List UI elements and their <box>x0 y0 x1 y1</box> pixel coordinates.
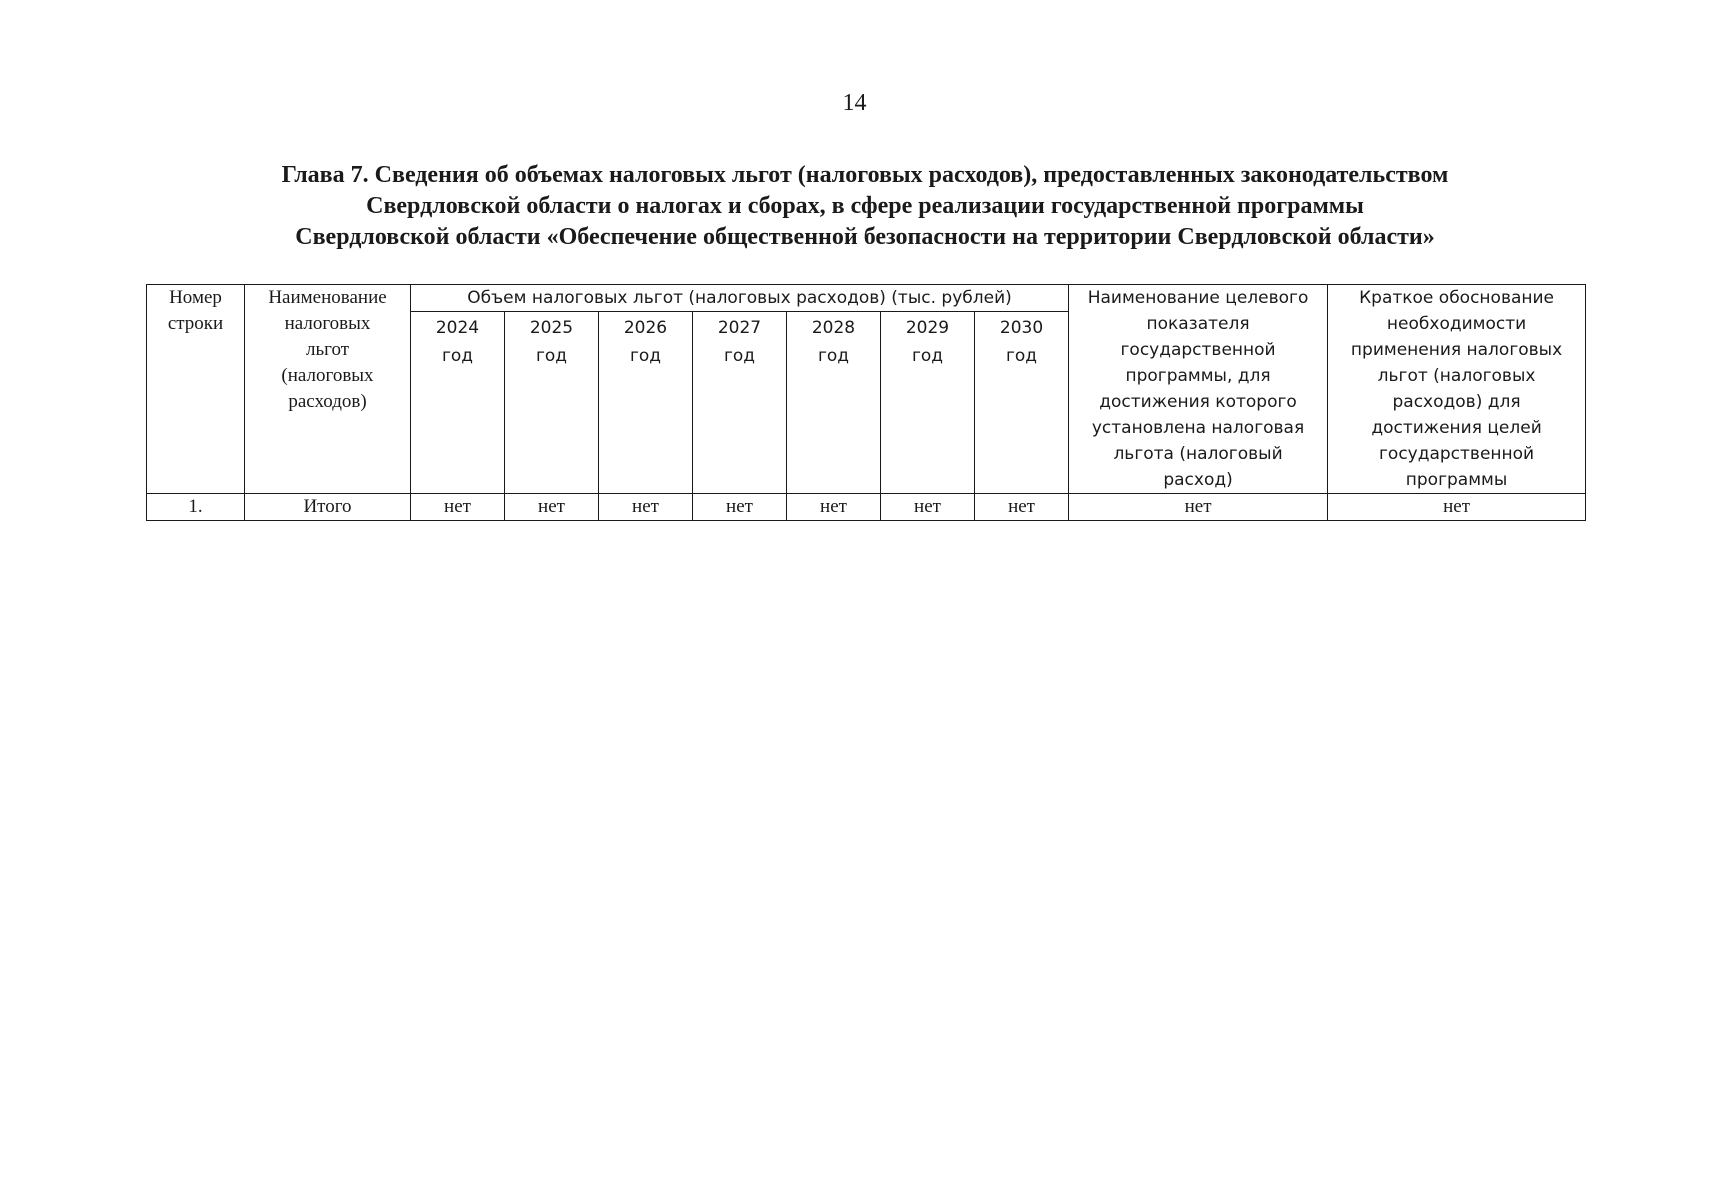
header-line: Краткое обоснование <box>1359 288 1554 308</box>
year-value: 2027 <box>717 318 762 338</box>
year-unit: год <box>441 346 474 366</box>
cell-row-number: 1. <box>147 494 245 521</box>
header-line: Номер <box>169 287 222 308</box>
year-unit: год <box>723 346 756 366</box>
cell-justification: нет <box>1328 494 1586 521</box>
header-year-2026 <box>599 312 693 494</box>
cell-value-2024: нет <box>411 494 505 521</box>
header-line: показателя <box>1146 314 1250 334</box>
cell-value-2026: нет <box>599 494 693 521</box>
chapter-title-line: Глава 7. Сведения об объемах налоговых льгот (налоговых расходов), предоставленных законодательством <box>281 162 1449 188</box>
header-line: расходов) для <box>1392 392 1521 412</box>
header-line: льгот (налоговых <box>1377 366 1536 386</box>
cell-value-2030: нет <box>975 494 1069 521</box>
header-year-2029 <box>881 312 975 494</box>
header-line: необходимости <box>1386 314 1527 334</box>
year-value: 2024 <box>435 318 480 338</box>
cell-value-2025: нет <box>505 494 599 521</box>
header-line: государственной <box>1378 444 1535 464</box>
header-year-2024 <box>411 312 505 494</box>
year-unit: год <box>817 346 850 366</box>
header-line: государственной <box>1120 340 1276 360</box>
header-year-2030 <box>975 312 1069 494</box>
year-value: 2028 <box>811 318 856 338</box>
cell-indicator: нет <box>1069 494 1328 521</box>
cell-value-2027: нет <box>693 494 787 521</box>
header-year-2027 <box>693 312 787 494</box>
year-unit: год <box>629 346 662 366</box>
year-value: 2025 <box>529 318 574 338</box>
header-line: установлена налоговая <box>1091 418 1305 438</box>
header-line: (налоговых <box>281 365 374 386</box>
header-line: налоговых <box>284 313 371 334</box>
table-row <box>147 494 1586 521</box>
header-benefit-name <box>245 285 411 494</box>
cell-benefit-name: Итого <box>245 494 411 521</box>
chapter-title <box>145 160 1585 253</box>
header-row-number <box>147 285 245 494</box>
header-line: Наименование <box>268 287 387 308</box>
page-number: 14 <box>842 90 867 116</box>
header-line: расходов) <box>288 391 367 412</box>
header-indicator <box>1069 285 1328 494</box>
tax-benefits-table <box>146 284 1586 521</box>
cell-value-2029: нет <box>881 494 975 521</box>
year-unit: год <box>1005 346 1038 366</box>
header-line: программы, для <box>1125 366 1271 386</box>
cell-value-2028: нет <box>787 494 881 521</box>
year-value: 2029 <box>905 318 950 338</box>
header-line: льгот <box>305 339 350 360</box>
header-volume-group: Объем налоговых льгот (налоговых расходов) (тыс. рублей) <box>411 285 1069 312</box>
header-line: льгота (налоговый <box>1113 444 1283 464</box>
header-line: Наименование целевого <box>1087 288 1309 308</box>
year-unit: год <box>911 346 944 366</box>
header-line: расход) <box>1163 470 1233 490</box>
header-justification <box>1328 285 1586 494</box>
header-line: применения налоговых <box>1350 340 1563 360</box>
year-unit: год <box>535 346 568 366</box>
header-line: строки <box>167 313 224 334</box>
chapter-title-line: Свердловской области «Обеспечение общественной безопасности на территории Свердловской области» <box>295 224 1435 250</box>
year-value: 2026 <box>623 318 668 338</box>
header-year-2028 <box>787 312 881 494</box>
header-year-2025 <box>505 312 599 494</box>
year-value: 2030 <box>999 318 1044 338</box>
header-line: достижения которого <box>1099 392 1297 412</box>
header-line: программы <box>1405 470 1508 490</box>
chapter-title-line: Свердловской области о налогах и сборах, в сфере реализации государственной программы <box>366 193 1364 219</box>
header-line: достижения целей <box>1371 418 1542 438</box>
